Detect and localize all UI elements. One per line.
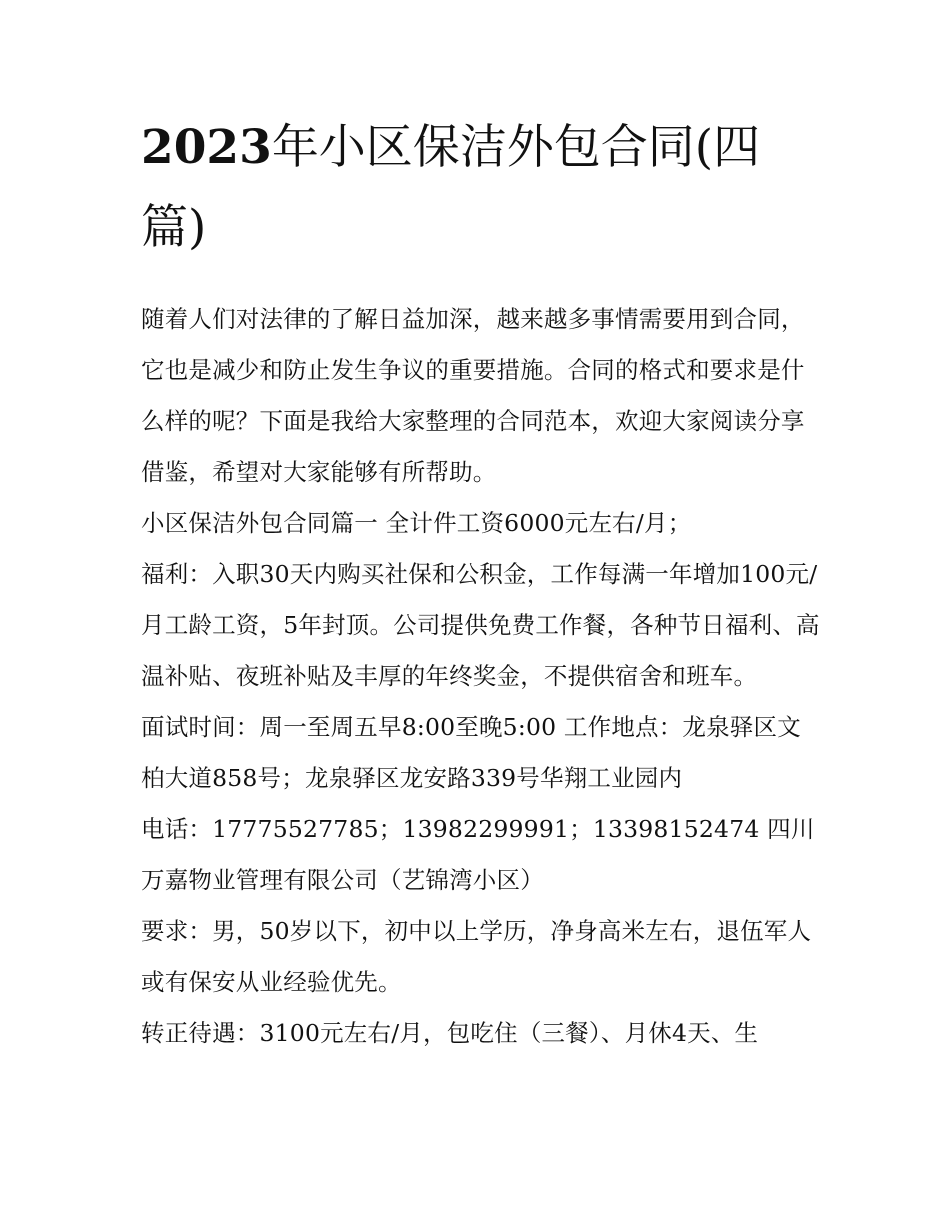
paragraph-contact: 电话：17775527785；13982299991；13398152474 四川万嘉物业管理有限公司（艺锦湾小区） [141,815,815,894]
paragraph-interview: 面试时间：周一至周五早8:00至晚5:00 工作地点：龙泉驿区文柏大道858号；龙泉驿区龙安路339号华翔工业园内 [141,713,801,792]
paragraph-salary: 转正待遇：3100元左右/月，包吃住（三餐）、月休4天、生 [141,1019,759,1047]
paragraph-benefits: 福利：入职30天内购买社保和公积金，工作每满一年增加100元/月工龄工资，5年封顶。公司提供免费工作餐，各种节日福利、高温补贴、夜班补贴及丰厚的年终奖金，不提供宿舍和班车。 [141,560,820,690]
document-title [141,108,821,268]
paragraph-requirements: 要求：男，50岁以下，初中以上学历，净身高米左右，退伍军人或有保安从业经验优先。 [141,917,812,996]
paragraph-intro: 随着人们对法律的了解日益加深，越来越多事情需要用到合同，它也是减少和防止发生争议的重要措施。合同的格式和要求是什么样的呢？下面是我给大家整理的合同范本，欢迎大家阅读分享借鉴，希望对大家能够有所帮助。 [141,305,805,486]
document-body [141,294,821,1059]
document-page [141,108,821,1059]
title-year: 2023 [141,120,272,175]
title-text: 年小区保洁外包合同(四篇) [141,120,761,255]
paragraph-section-one: 小区保洁外包合同篇一 全计件工资6000元左右/月； [141,509,692,537]
